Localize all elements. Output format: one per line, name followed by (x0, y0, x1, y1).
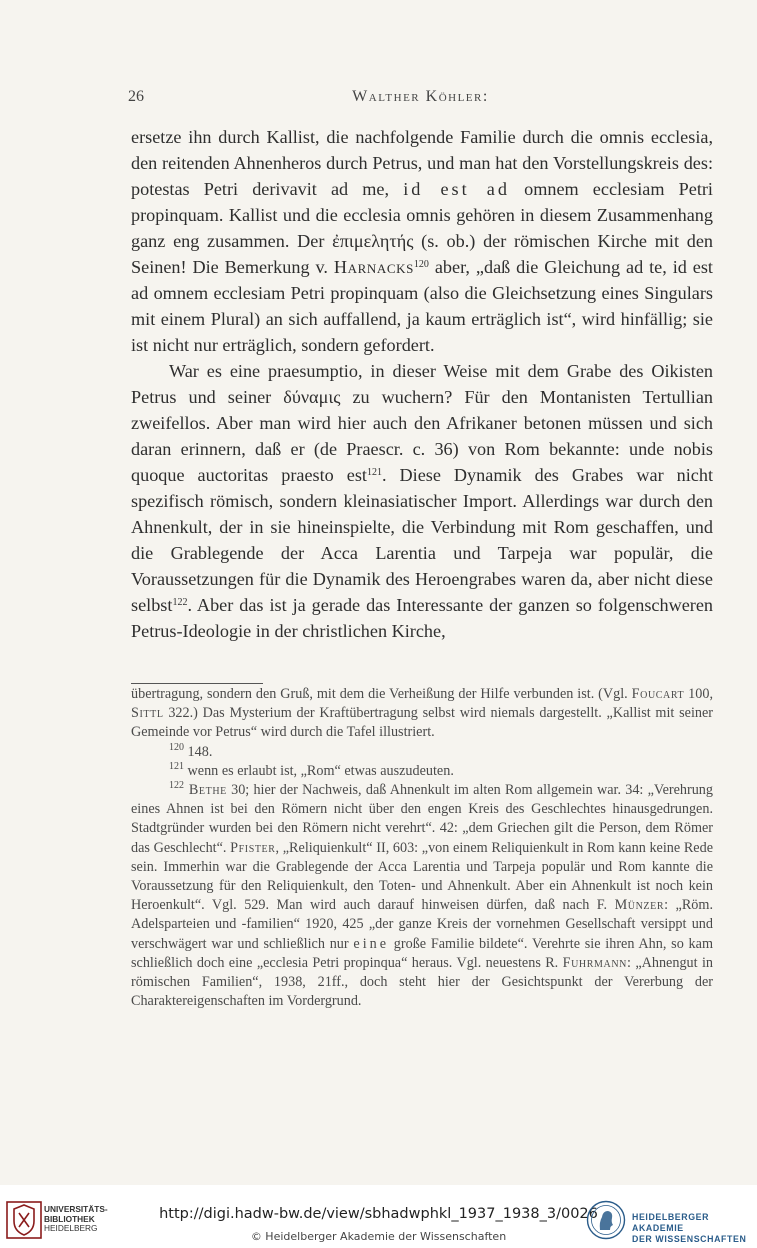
footnote-continuation: übertragung, sondern den Gruß, mit dem die Verheißung der Hilfe verbunden ist. (Vgl. Foucart 100, Sittl 322.) Das Mysterium der Kraftübertragung selbst wird niemals dargestellt. „Kallist mit seiner Gemeinde vor Petrus“ wird durch die Tafel illustriert. (131, 686, 713, 741)
author-harnack: Harnacks (333, 257, 414, 277)
footnote-divider (131, 683, 263, 684)
running-title: Walther Köhler: (352, 88, 489, 105)
footnote-120: $^{120}$ 148. (169, 741, 213, 760)
main-text (131, 124, 713, 644)
footnote-121: $^{121}$ wenn es erlaubt ist, „Rom“ etwas auszudeuten. (169, 760, 454, 779)
footnote-ref-121: 121 (366, 467, 382, 478)
university-library-name: UNIVERSITÄTS- BIBLIOTHEK HEIDELBERG (44, 1204, 108, 1233)
paragraph-1: ersetze ihn durch Kallist, die nachfolgende Familie durch die omnis ecclesia, den reitenden Ahnenheros durch Petrus, und man hat den Vorstellungskreis des: potestas Petri derivavit ad me, id est ad omnem ecclesiam Petri propinquam. Kallist und die ecclesia omnis gehören in diesem Zusammenhang ganz eng zusammen. Der ἐπιμελητής (s. ob.) der römischen Kirche mit den Seinen! Die Bemerkung v. Harnacks$^{120}$ aber, „daß die Gleichung ad te, id est ad omnem ecclesiam Petri propinquam (also die Gleichsetzung eines Singulars mit einem Plural) an sich auffallend, ja kaum erträglich ist“, wird hinfällig; sie ist nicht nur erträglich, sondern gefordert. (131, 127, 713, 355)
academy-name: HEIDELBERGER AKADEMIE DER WISSENSCHAFTEN (632, 1212, 747, 1244)
page-number: 26 (128, 88, 144, 105)
academy-seal-icon (586, 1200, 626, 1240)
permalink-url[interactable]: http://digi.hadw-bw.de/view/sbhadwphkl_1937_1938_3/0026 (159, 1206, 598, 1222)
footnote-122: $^{122}$ Bethe 30; hier der Nachweis, daß Ahnenkult im alten Rom allgemein war. 34: „Verehrung eines Ahnen ist bei den Römern nicht über den engen Kreis des Geschlechtes hinausgedrungen. Stadtgründer wurden bei den Römern nicht verehrt“. 42: „dem Griechen gilt die Person, dem Römer das Geschlecht“. Pfister, „Reliquienkult“ II, 603: „von einem Reliquienkult in Rom kann keine Rede sein. Immerhin war die Grablegende der Acca Larentia und Tarpeja populär und Rom kannte die Voraussetzung für den Reliquienkult, den Toten- und Ahnenkult. Aber ein Ahnenkult ist noch kein Heroenkult“. Vgl. 529. Man wird auch darauf hinweisen dürfen, daß nach F. Münzer: „Röm. Adelsparteien und -familien“ 1920, 425 „der ganze Kreis der vornehmen Gesellschaft versippt und verschwägert war und schließlich nur eine große Familie bildete“. Verehrte sie ihren Ahn, so kam schließlich doch eine „ecclesia Petri propinqua“ heraus. Vgl. neuestens R. Fuhrmann: „Ahnengut in römischen Familien“, 1938, 21ff., doch steht hier der Gesichtspunkt der Vererbung der Charaktereigenschaften im Vordergrund. (131, 780, 713, 1010)
footnote-ref-120: 120 (413, 259, 429, 270)
footnotes (131, 685, 713, 1011)
page-header (128, 88, 713, 110)
copyright-notice: © Heidelberger Akademie der Wissenschaften (250, 1230, 507, 1243)
paragraph-2: War es eine praesumptio, in dieser Weise mit dem Grabe des Oikisten Petrus und seiner δύναμις zu wuchern? Für den Montanisten Tertullian zweifellos. Aber man wird hier auch den Afrikaner betonen müssen und sich daran erinnern, daß er (de Praescr. c. 36) von Rom bekannte: unde nobis quoque auctoritas praesto est$^{121}$. Diese Dynamik des Grabes war nicht spezifisch römisch, sondern kleinasiatischer Import. Allerdings war durch den Ahnenkult, der in sie hineinspielte, die Verbindung mit Rom geschaffen, und die Grablegende der Acca Larentia und Tarpeja war populär, die Voraussetzungen für die Dynamik des Heroengrabes waren da, aber nicht diese selbst$^{122}$. Aber das ist ja gerade das Interessante der ganzen so folgenschweren Petrus-Ideologie in der christlichen Kirche, (131, 361, 713, 641)
footnote-ref-122: 122 (172, 597, 188, 608)
